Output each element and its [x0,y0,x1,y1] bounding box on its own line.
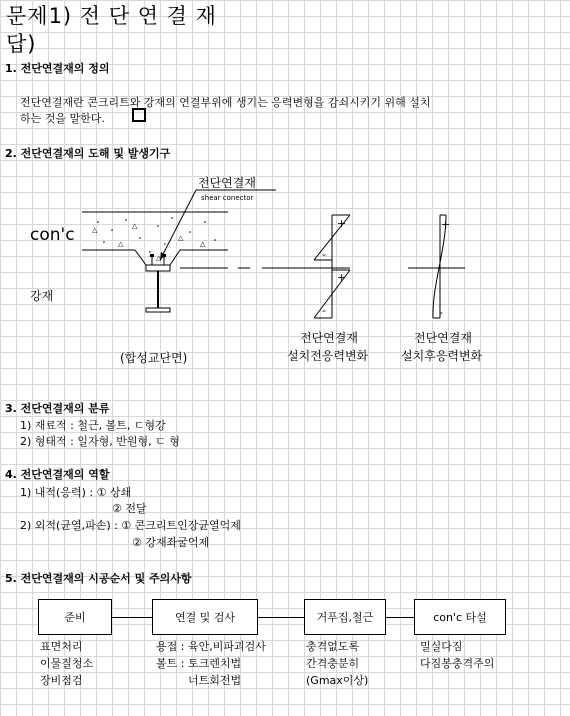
section-4-heading: 4. 전단연결재의 역할 [5,468,110,481]
flow-note: 충격없도록 [306,640,360,653]
stress-after-diagram [433,215,450,319]
page-title: 문제1) 전 단 연 결 재 [6,4,217,28]
flow-connector [258,617,304,618]
answer-label: 답) [6,32,37,56]
svg-text:+: + [337,217,347,230]
svg-text:-: - [439,306,443,319]
before-caption-2: 설치전응력변화 [287,349,369,363]
after-caption-1: 전단연결재 [414,331,472,345]
steel-label: 강재 [30,289,54,303]
classification-line-2: 2) 형태적 : 일자형, 반원형, ㄷ 형 [20,435,180,448]
svg-text:△: △ [118,240,124,248]
svg-text:+: + [337,271,347,284]
role-line-3: 2) 외적(균열,파손) : ① 콘크리트인장균열억제 [20,519,241,532]
shear-connector-label: 전단연결재 [198,176,256,190]
svg-text:△: △ [92,226,98,234]
flow-note: 볼트 : 토크렌치법 [156,657,242,670]
conc-label: con'c [30,225,75,245]
shear-connector-en: shear conector [201,194,254,202]
role-line-2: ② 전달 [112,502,147,515]
role-line-4: ② 강재좌굴억제 [132,536,210,549]
stress-before-diagram [314,215,350,318]
flow-step-connect-inspect: 연결 및 검사 [152,599,258,635]
svg-text:+: + [441,218,451,231]
flow-step-concrete-pour: con'c 타설 [414,599,506,635]
svg-text:△: △ [200,240,206,248]
section-2-heading: 2. 전단연결재의 도해 및 발생기구 [5,147,171,160]
definition-line-2: 하는 것을 말한다. [20,112,105,125]
svg-text:△: △ [178,234,184,242]
svg-text:-: - [322,248,326,261]
section-1-heading: 1. 전단연결재의 정의 [5,62,110,75]
section-3-heading: 3. 전단연결재의 분류 [5,402,110,415]
flow-note: 이물질청소 [40,657,94,670]
svg-text:△: △ [132,222,138,230]
svg-text:-: - [322,304,326,317]
svg-text:△: △ [156,254,162,262]
flow-note: (Gmax이상) [306,674,369,687]
flow-note: 용접 : 육안,비파괴검사 [156,640,266,653]
flow-note: 장비점검 [40,674,83,687]
flow-connector [112,617,152,618]
flow-note: 너트회전법 [188,674,242,687]
classification-line-1: 1) 재료적 : 철근, 볼트, ㄷ형강 [20,419,166,432]
flow-step-formwork-rebar: 거푸집,철근 [304,599,386,635]
composite-caption: (합성교단면) [120,351,188,365]
flow-connector [386,617,414,618]
end-mark-icon [132,108,146,122]
after-caption-2: 설치후응력변화 [401,349,483,363]
flow-note: 간격충분히 [306,657,360,670]
flow-note: 다짐봉충격주의 [420,657,495,670]
definition-line-1: 전단연결재란 콘크리트와 강재의 연결부위에 생기는 응력변형을 감쇠시키기 위해 설치 [20,96,431,109]
flow-note: 표면처리 [40,640,83,653]
shear-connector-diagram [0,160,570,375]
section-5-heading: 5. 전단연결재의 시공순서 및 주의사항 [5,572,192,585]
flow-step-prepare: 준비 [38,599,112,635]
before-caption-1: 전단연결재 [300,331,358,345]
role-line-1: 1) 내적(응력) : ① 상쇄 [20,486,132,499]
flow-note: 밀실다짐 [420,640,463,653]
